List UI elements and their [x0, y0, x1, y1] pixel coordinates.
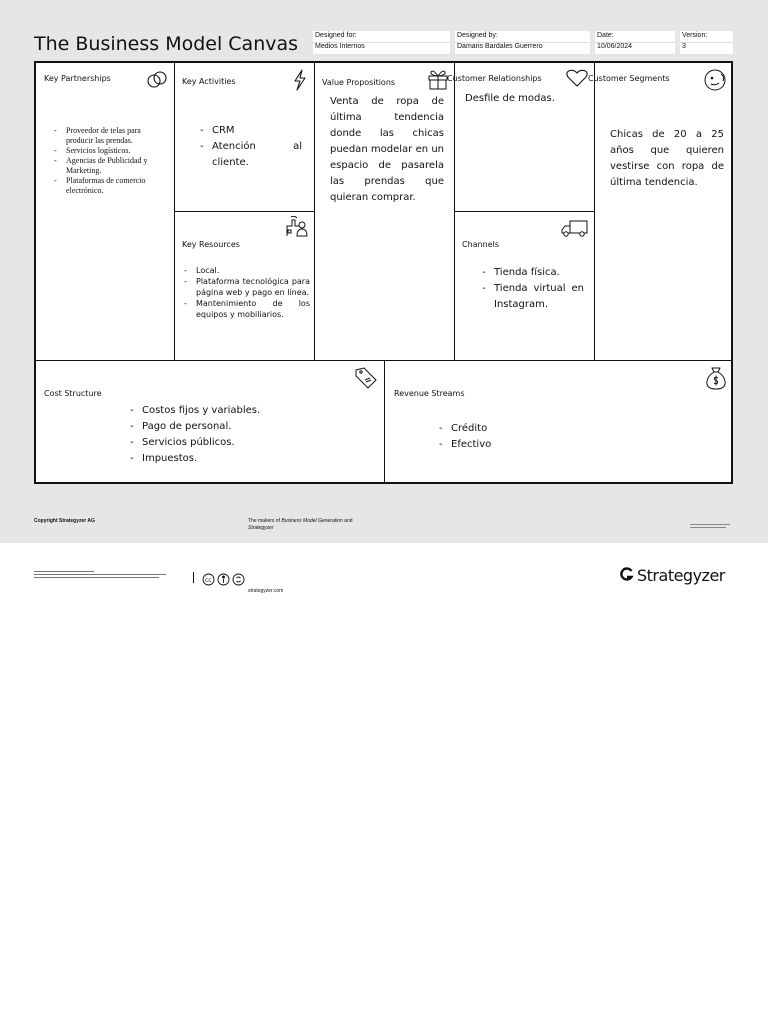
makers-and: and [342, 518, 353, 524]
channels-block[interactable] [455, 212, 595, 361]
key-partnerships-title: Key Partnerships [44, 74, 111, 83]
gift-icon [428, 68, 448, 90]
makers-book: Business Model Generation [281, 518, 343, 524]
customer-segments-text: Chicas de 20 a 25 años que quieren vestirse con ropa de última tendencia. [610, 129, 724, 188]
list-item: - Impuestos. [130, 451, 290, 467]
strategyzer-wordmark: Strategyzer [637, 566, 725, 585]
version-label: Version: [682, 32, 708, 39]
list-item: - Tienda física. [482, 265, 584, 281]
footer-fine-print [690, 523, 740, 528]
link-icon [146, 69, 168, 91]
list-item: - Atención al cliente. [200, 139, 302, 171]
customer-relationships-block[interactable] [447, 63, 595, 212]
divider-bar [193, 572, 194, 583]
list-item: - Proveedor de telas para producir las prendas. [54, 126, 166, 146]
customer-relationships-title: Customer Relationships [447, 74, 542, 83]
cost-structure-list [130, 403, 290, 467]
smiley-face-icon [704, 69, 726, 91]
date-field[interactable] [595, 31, 675, 54]
designed-for-value: Medios Internos [315, 43, 365, 50]
list-item: - Mantenimiento de los equipos y mobiliarios. [184, 298, 310, 320]
list-item: - Efectivo [439, 437, 539, 453]
strategyzer-logo[interactable] [620, 566, 725, 585]
money-bag-icon [705, 366, 727, 390]
copyright-text: Copyright Strategyzer AG [34, 518, 95, 524]
designed-for-field[interactable] [313, 31, 450, 54]
key-activities-list [200, 123, 302, 171]
list-item: - Servicios públicos. [130, 435, 290, 451]
list-item: - Pago de personal. [130, 419, 290, 435]
price-tag-icon [354, 366, 378, 390]
list-item: - Plataformas de comercio electrónico. [54, 176, 166, 196]
key-resources-title: Key Resources [182, 240, 240, 249]
list-item: - Local. [184, 265, 310, 276]
date-value: 10/06/2024 [597, 43, 633, 50]
revenue-streams-list [439, 421, 539, 453]
license-fine-print [34, 571, 169, 578]
list-item: - Crédito [439, 421, 539, 437]
makers-brand: Strategyzer [248, 525, 274, 531]
business-model-canvas [34, 61, 733, 484]
list-item: - Agencias de Publicidad y Marketing. [54, 156, 166, 176]
key-partnerships-block[interactable] [36, 63, 175, 361]
version-value: 3 [682, 43, 686, 50]
value-propositions-block[interactable] [315, 63, 455, 361]
revenue-streams-block[interactable] [385, 361, 733, 482]
designed-by-field[interactable] [455, 31, 590, 54]
list-item: - Servicios logísticos. [54, 146, 166, 156]
designed-by-label: Designed by: [457, 32, 498, 39]
list-item: - Tienda virtual en Instagram. [482, 281, 584, 313]
version-field[interactable] [680, 31, 733, 54]
designed-by-value: Damaris Bardales Guerrero [457, 43, 543, 50]
key-partnerships-list [54, 126, 166, 196]
revenue-streams-title: Revenue Streams [394, 389, 465, 398]
customer-segments-block[interactable] [588, 63, 733, 361]
makers-prefix: The makers of [248, 518, 282, 524]
page-title: The Business Model Canvas [34, 33, 299, 55]
factory-worker-icon [285, 216, 309, 238]
strategyzer-mark-icon [620, 566, 634, 585]
heart-icon [566, 69, 588, 87]
designed-for-label: Designed for: [315, 32, 357, 39]
cost-structure-block[interactable] [36, 361, 385, 482]
key-activities-block[interactable] [175, 63, 315, 212]
truck-icon [561, 218, 589, 238]
value-propositions-title: Value Propositions [322, 78, 396, 87]
customer-relationships-text: Desfile de modas. [465, 93, 555, 104]
cc-license-badge[interactable] [202, 571, 246, 590]
list-item: - Plataforma tecnológica para página web y pago en línea. [184, 276, 310, 298]
list-item: - Costos fijos y variables. [130, 403, 290, 419]
makers-text [248, 518, 378, 532]
value-propositions-text: Venta de ropa de última tendencia donde las chicas puedan modelar en un espacio de pasarela las prendas que quieran comprar. [330, 96, 444, 203]
cost-structure-title: Cost Structure [44, 389, 102, 398]
key-resources-list [184, 265, 310, 320]
license-url[interactable]: strategyzer.com [248, 588, 284, 594]
channels-list [482, 265, 584, 313]
customer-segments-title: Customer Segments [588, 74, 670, 83]
channels-title: Channels [462, 240, 500, 249]
lightning-icon [293, 69, 307, 91]
key-resources-block[interactable] [175, 212, 315, 361]
date-label: Date: [597, 32, 614, 39]
list-item: - CRM [200, 123, 302, 139]
key-activities-title: Key Activities [182, 77, 236, 86]
svg-text:cc: cc [205, 577, 212, 584]
